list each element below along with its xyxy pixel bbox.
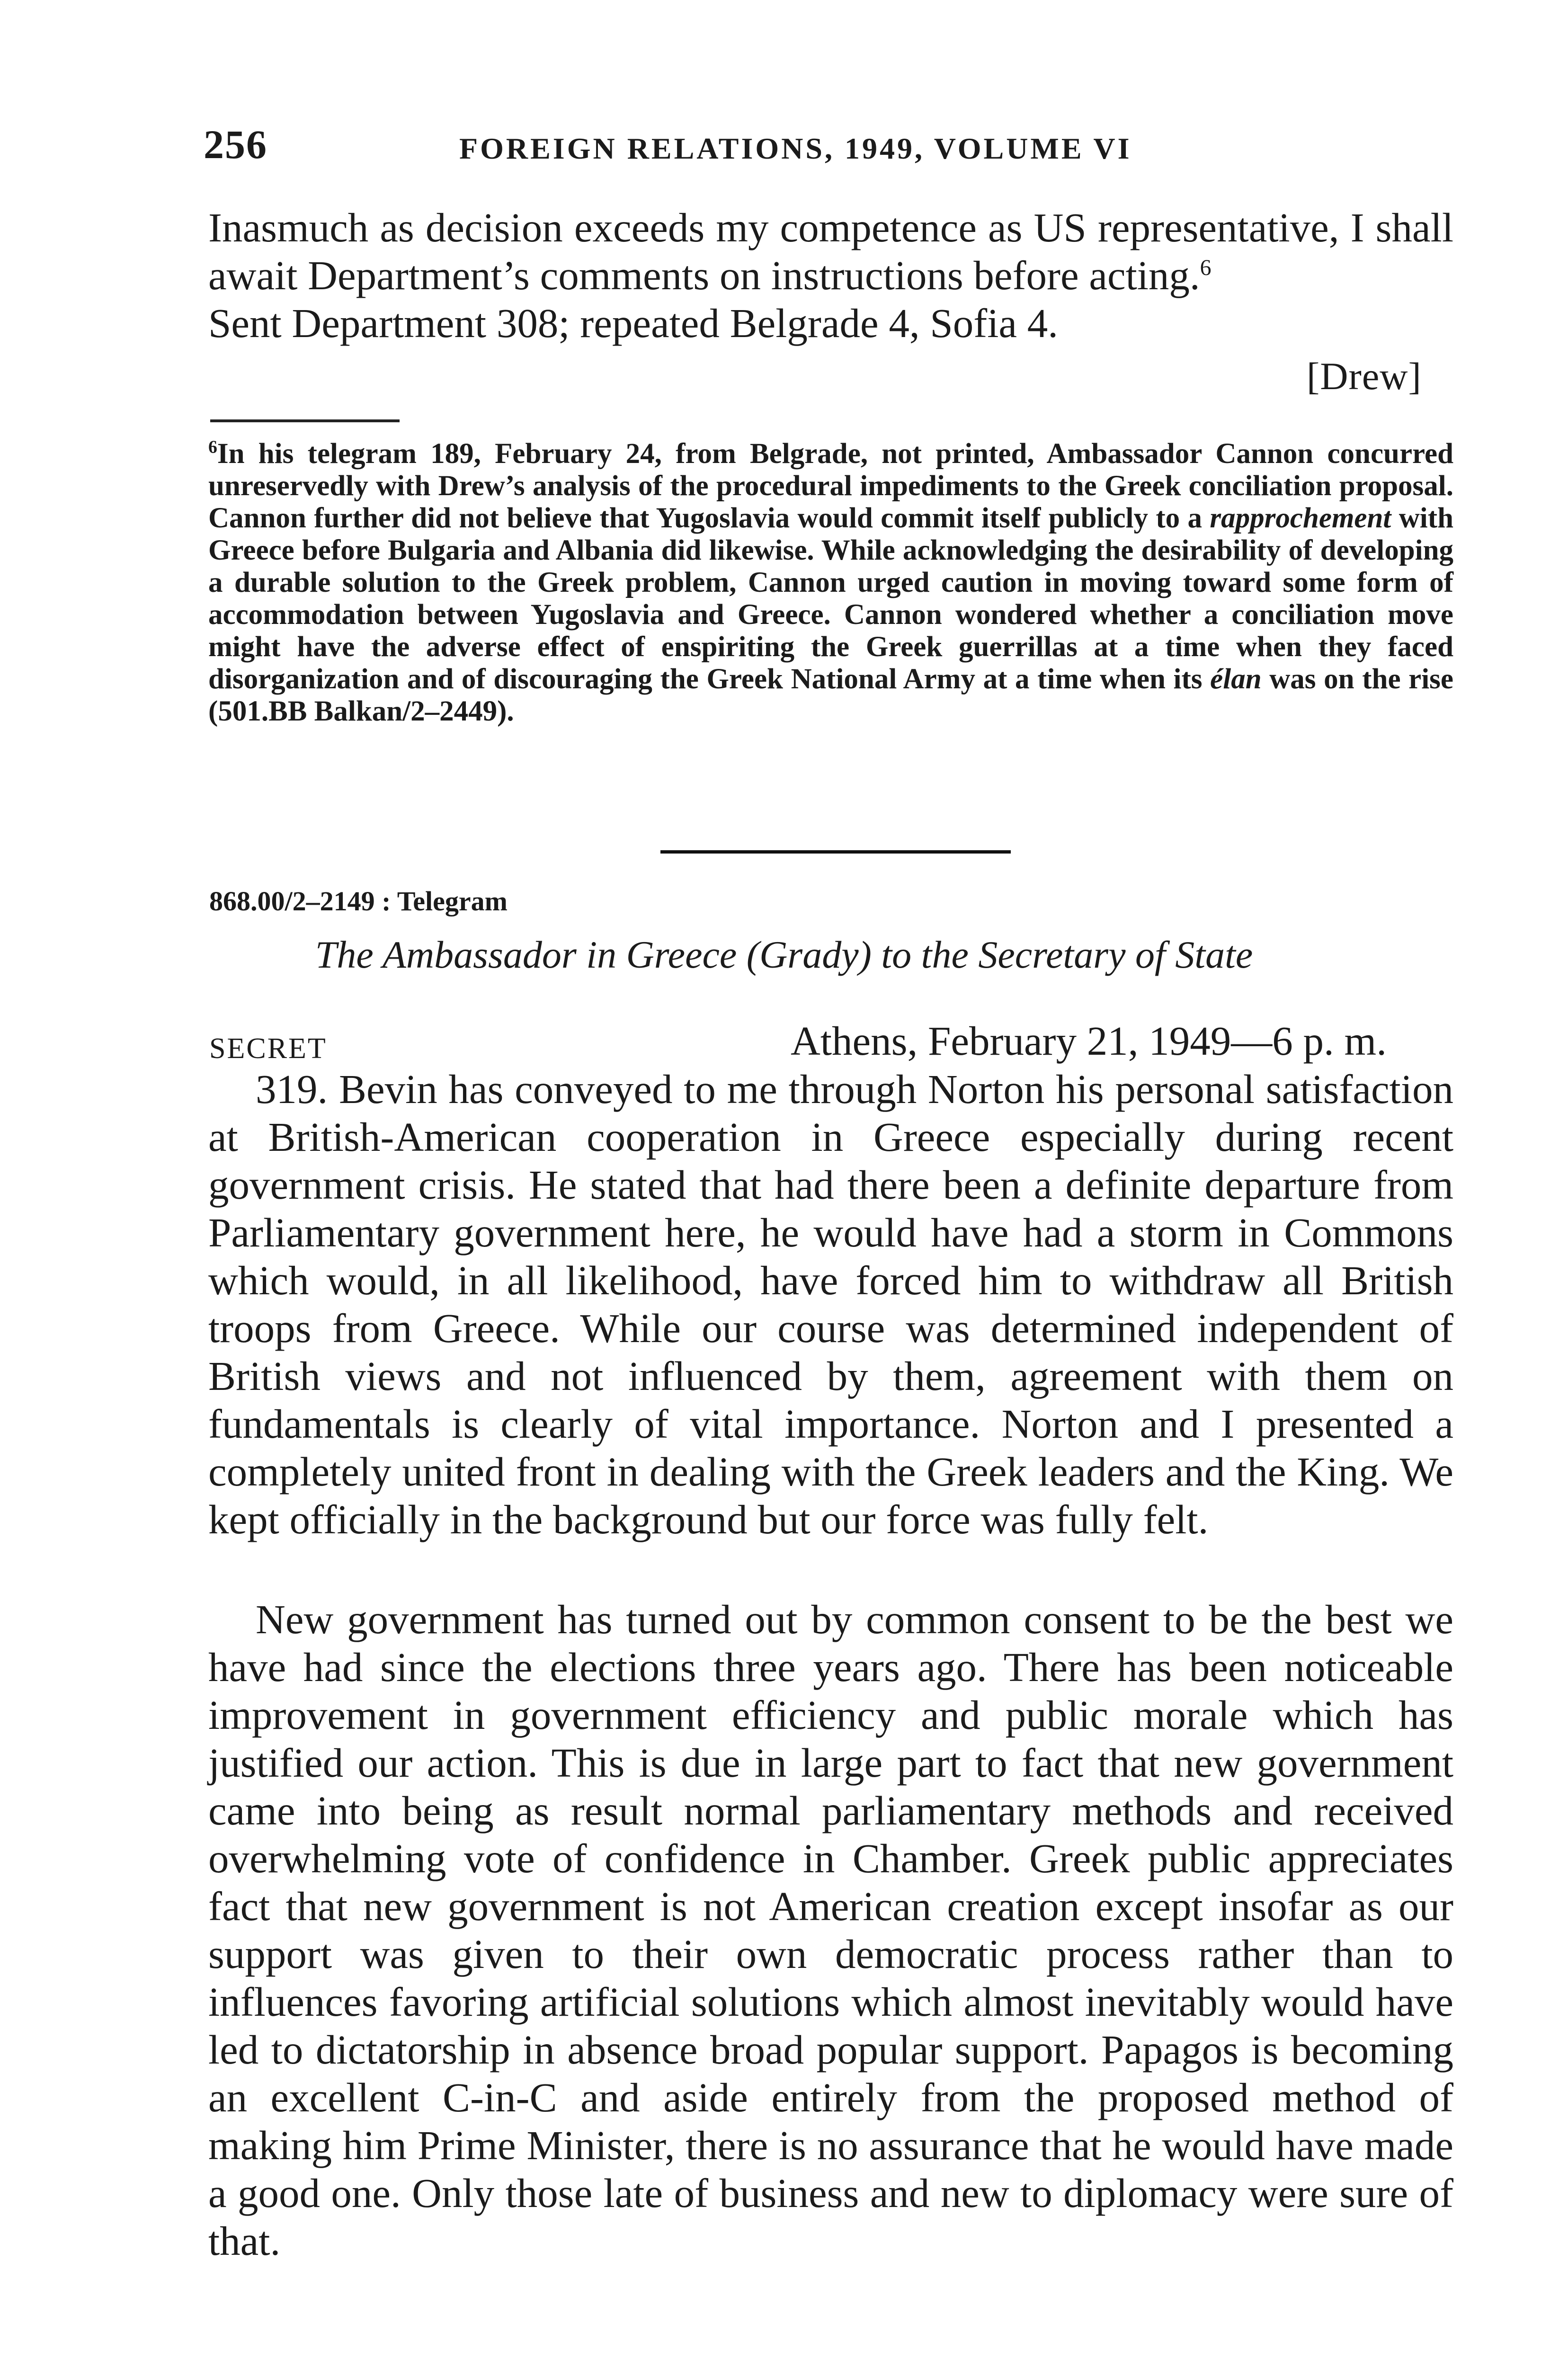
footnote-italic-2: élan <box>1210 663 1262 695</box>
file-reference: 868.00/2–2149 : Telegram <box>209 886 508 917</box>
body-paragraph-1: 319. Bevin has conveyed to me through Norton his personal satisfaction at British-American cooperation in Greece especially during recent government crisis. He stated that had there been a definite departure from Parliamentary government here, he would have had a storm in Commons which would, in all likelihood, have forced him to withdraw all British troops from Greece. While our course was determined independent of British views and not influenced by them, agreement with them on fundamentals is clearly of vital importance. Norton and I presented a completely united front in dealing with the Greek leaders and the King. We kept officially in the background but our force was fully felt. <box>208 1066 1453 1542</box>
running-head: FOREIGN RELATIONS, 1949, VOLUME VI <box>459 132 1132 165</box>
footnote-marker: 6 <box>208 437 217 457</box>
footnote-text-2: with Greece before Bulgaria and Albania did likewise. While acknowledging the desirability of developing a durable solution to the Greek problem, Cannon urged caution in moving toward some form of accommodation between Yugoslavia and Greece. Cannon wondered whether a conciliation move might have the adverse effect of enspiriting the Greek guerrillas at a time when they faced disorganization and of discouraging the Greek National Army at a time when its <box>208 502 1453 695</box>
footnote-reference: 6 <box>1200 255 1212 280</box>
body-paragraph-2: New government has turned out by common consent to be the best we have had since the elections three years ago. There has been noticeable improvement in government efficiency and public morale which has justified our action. This is due in large part to fact that new government came into being as result normal parliamentary methods and received overwhelming vote of confidence in Chamber. Greek public appreciates fact that new government is not American creation except insofar as our support was given to their own democratic process rather than to influences favoring artificial solutions which almost inevitably would have led to dictatorship in absence broad popular support. Papagos is becoming an excellent C-in-C and aside entirely from the proposed method of making him Prime Minister, there is no assurance that he would have made a good one. Only those late of business and new to diplomacy were sure of that. <box>208 1596 1453 2264</box>
preceding-line-2: Sent Department 308; repeated Belgrade 4, Sofia 4. <box>208 300 1059 346</box>
classification: SECRET <box>209 1032 327 1065</box>
dateline: Athens, February 21, 1949—6 p. m. <box>791 1018 1387 1064</box>
preceding-paragraph <box>208 204 1453 347</box>
footnote-divider <box>210 419 400 422</box>
footnote-text-3: was on the rise (501.BB Balkan/2–2449). <box>208 663 1453 727</box>
page-number: 256 <box>204 122 267 167</box>
footnote-text-1: In his telegram 189, February 24, from Belgrade, not printed, Ambassador Cannon concurred unreservedly with Drew’s analysis of the procedural impediments to the Greek conciliation proposal. Cannon further did not believe that Yugoslavia would commit itself publicly to a <box>208 438 1453 534</box>
signature <box>1307 354 1422 399</box>
page-header <box>204 121 1397 173</box>
document-title: The Ambassador in Greece (Grady) to the Secretary of State <box>315 933 1253 976</box>
section-divider <box>660 850 1011 854</box>
footnote <box>208 438 1453 728</box>
signature-text: [Drew] <box>1307 355 1422 398</box>
footnote-italic-1: rapprochement <box>1210 502 1391 534</box>
preceding-line-1: Inasmuch as decision exceeds my competence as US representative, I shall await Department’s comments on instructions before acting. <box>208 205 1453 298</box>
